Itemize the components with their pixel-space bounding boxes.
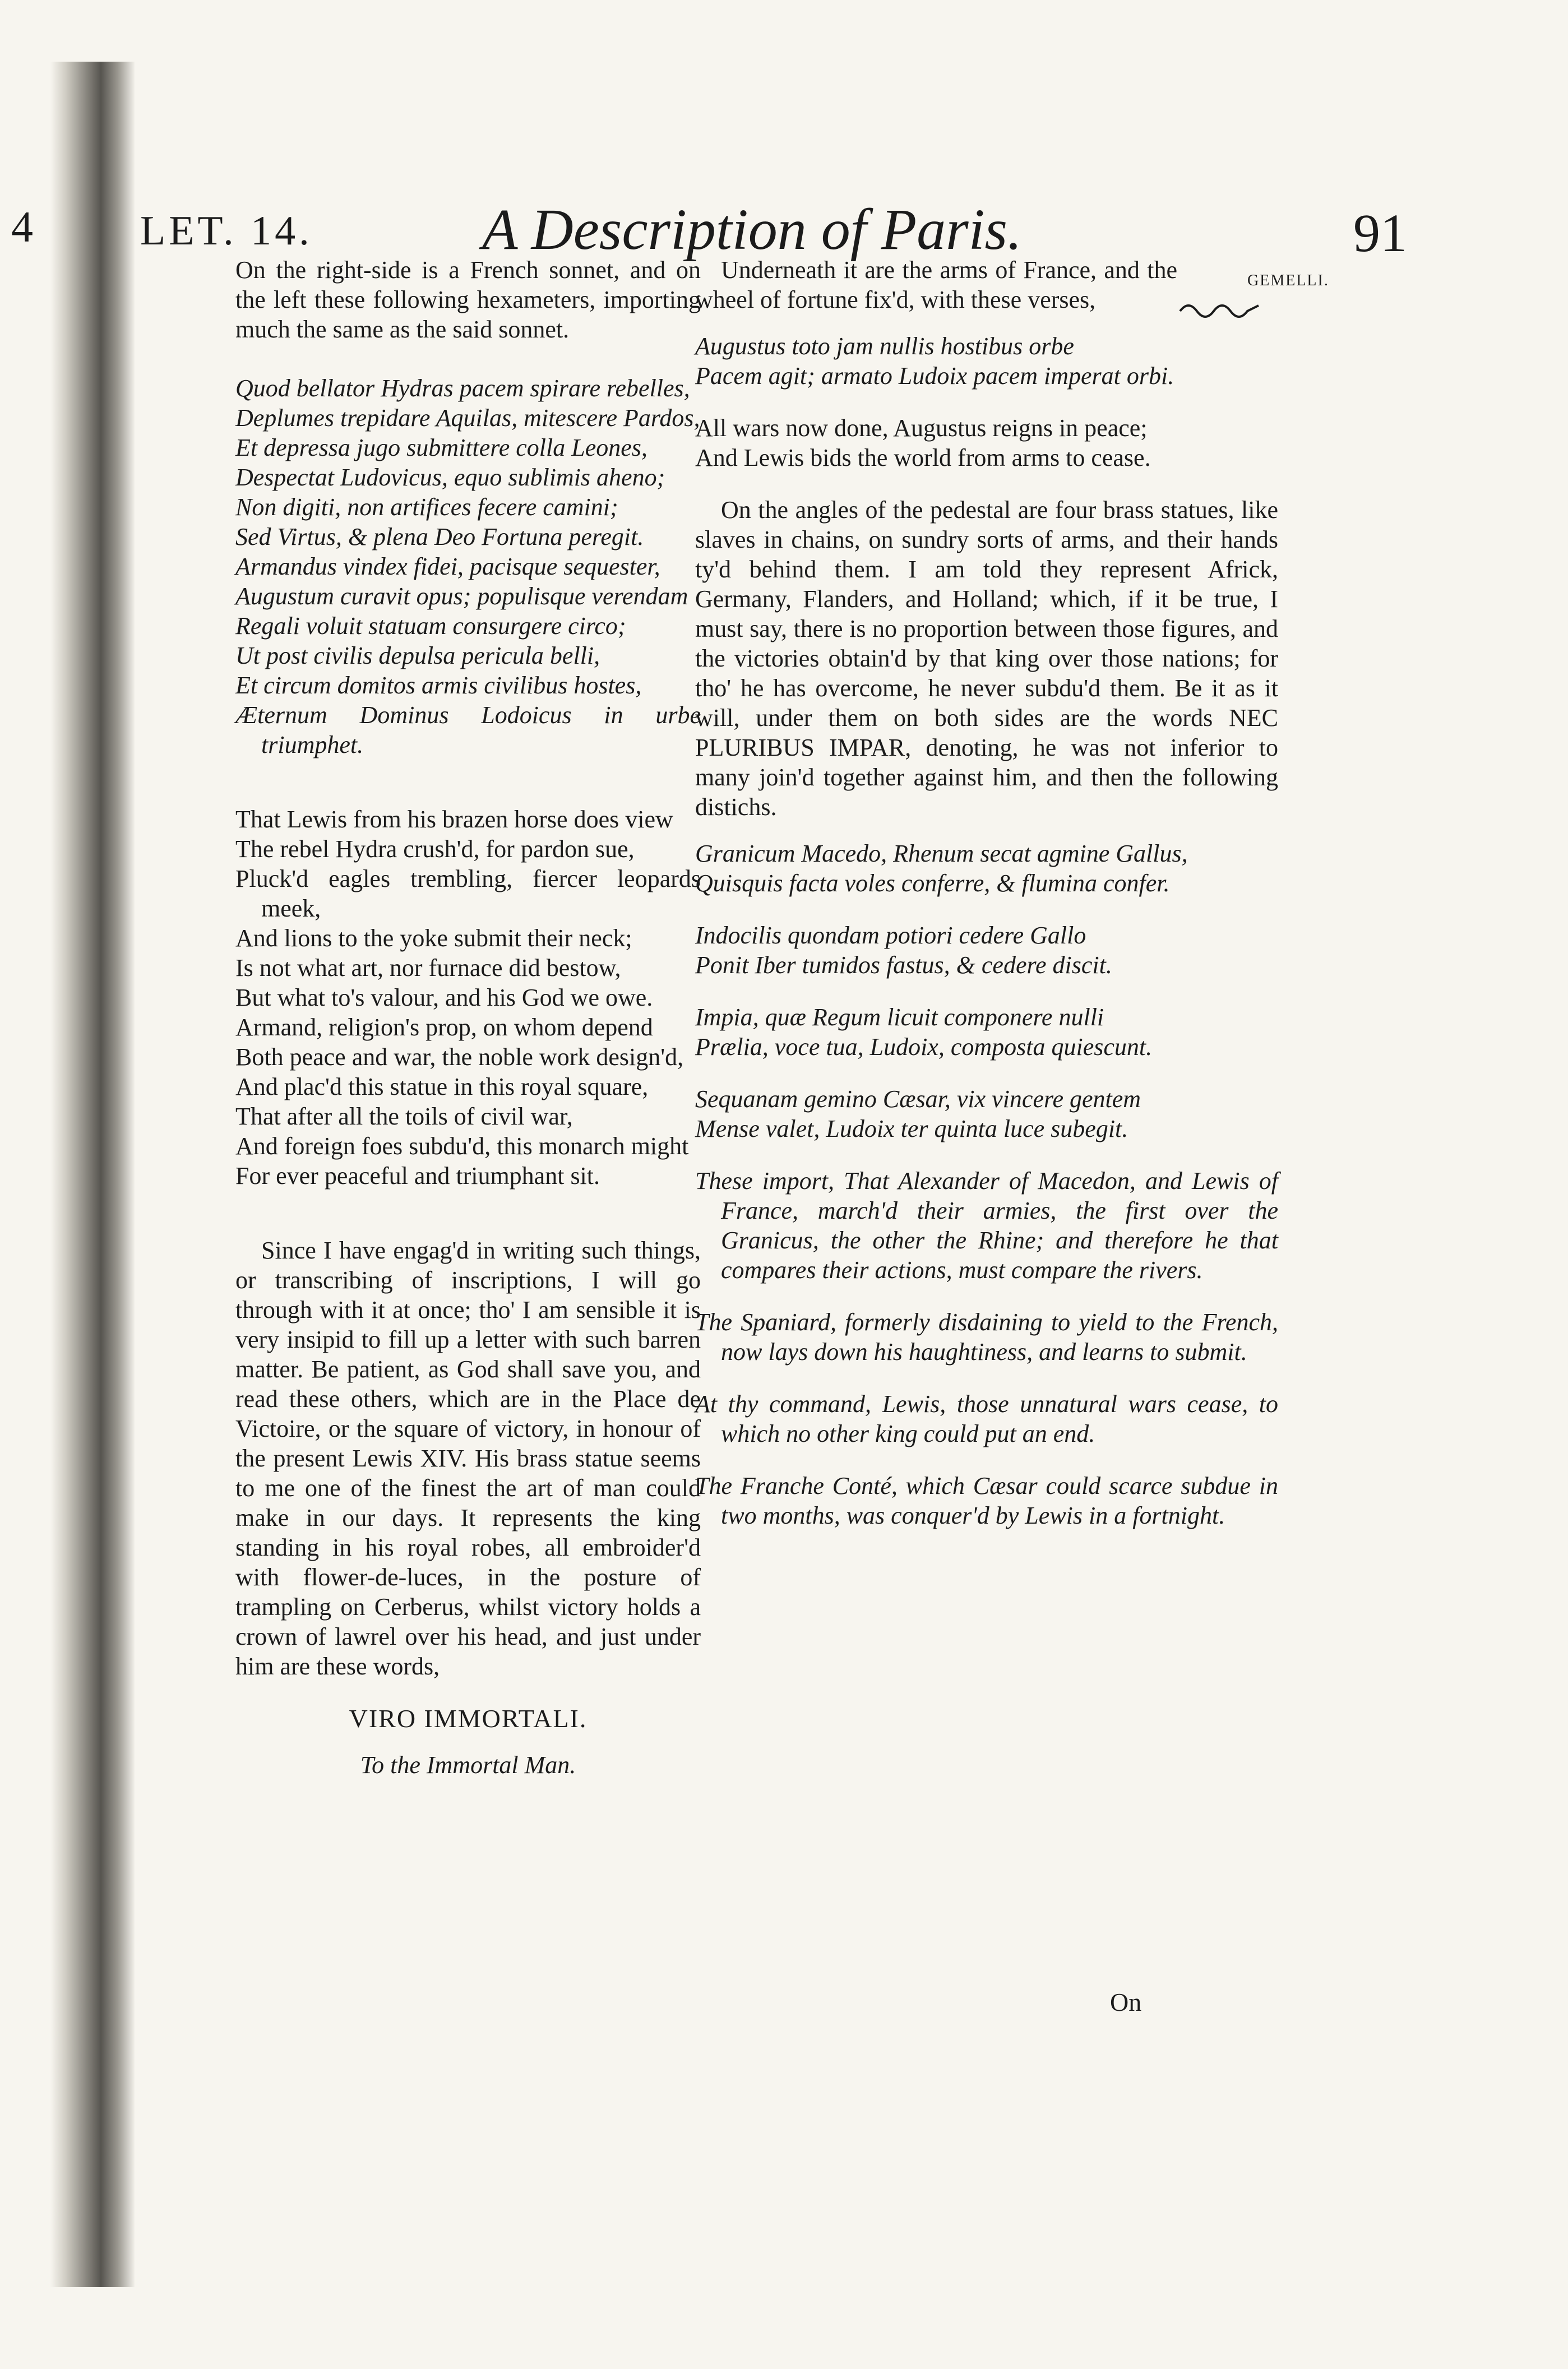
statues-paragraph: On the angles of the pedestal are four brass statues, like slaves in chains, on sundry sorts of arms, and their hands ty'd behind them. I am told they represent Africk, Germany, Flanders, and Holland; which, if it be true, I must say, there is no proportion between those figures, and the victories obtain'd by that king over those nations; for tho' he has overcome, he never subdu'd them. Be it as it will, under them on both sides are the words NEC PLURIBUS IMPAR, denoting, he was not inferior to many join'd together against him, and then the following distichs.: [695, 496, 1278, 821]
distich-line: Indocilis quondam potiori cedere Gallo: [695, 922, 1086, 949]
translation: The Spaniard, formerly disdaining to yield to the French, now lays down his haughtiness, and learns to submit.: [695, 1308, 1278, 1366]
distich: [695, 920, 1278, 980]
english-verse: For ever peaceful and triumphant sit.: [235, 1162, 600, 1190]
english-verse: And lions to the yoke submit their neck;: [235, 924, 632, 952]
inscription-translation: To the Immortal Man.: [360, 1751, 576, 1779]
latin-hexameters: [235, 373, 701, 760]
right-intro: Underneath it are the arms of France, and the wheel of fortune fix'd, with these verses,: [695, 256, 1177, 313]
distich-line: Granicum Macedo, Rhenum secat agmine Gallus,: [695, 840, 1188, 867]
translation: These import, That Alexander of Macedon, and Lewis of France, march'd their armies, the first over the Granicus, the other the Rhine; and therefore he that compares their actions, must compare the rivers.: [695, 1167, 1278, 1284]
distich-line: Prælia, voce tua, Ludoix, composta quiescunt.: [695, 1033, 1153, 1061]
english-verse: Pluck'd eagles trembling, fiercer leopards meek,: [235, 865, 701, 922]
running-title: A Description of Paris.: [482, 197, 1022, 262]
english-verse: That Lewis from his brazen horse does view: [235, 806, 673, 833]
latin-verse: Æternum Dominus Lodoicus in urbe triumphet.: [235, 701, 701, 758]
english-verse: But what to's valour, and his God we owe.: [235, 984, 653, 1011]
augustus-verse-english: [695, 413, 1278, 473]
english-verse: That after all the toils of civil war,: [235, 1103, 573, 1130]
prose-paragraph: Since I have engag'd in writing such things, or transcribing of inscriptions, I will go through with it at once; tho' I am sensible it is very insipid to fill up a letter with such barren matter. Be patient, as God shall save you, and read these others, which are in the Place de Victoire, or the square of victory, in honour of the present Lewis XIV. His brass statue seems to me one of the finest the art of man could make in our days. It represents the king standing in his royal robes, all embroider'd with flower-de-luces, in the posture of trampling on Cerberus, whilst victory holds a crown of lawrel over his head, and just under him are these words,: [235, 1237, 701, 1680]
catchword: On: [1110, 1988, 1142, 2016]
latin-verse: Non digiti, non artifices fecere camini;: [235, 493, 618, 521]
distich-line: Impia, quæ Regum licuit componere nulli: [695, 1003, 1104, 1031]
distich-line: Quisquis facta voles conferre, & flumina confer.: [695, 869, 1170, 897]
latin-verse: Armandus vindex fidei, pacisque sequester,: [235, 553, 660, 580]
english-verse: And plac'd this statue in this royal square,: [235, 1073, 649, 1100]
english-verse: Is not what art, nor furnace did bestow,: [235, 954, 621, 982]
right-column: [695, 255, 1278, 1545]
inscription: VIRO IMMORTALI.: [349, 1704, 588, 1733]
english-verse: Armand, religion's prop, on whom depend: [235, 1014, 653, 1041]
distich: [695, 1002, 1278, 1062]
latin-verse: Quod bellator Hydras pacem spirare rebelles,: [235, 374, 690, 402]
side-note: GEMELLI.: [1247, 272, 1329, 289]
latin-verse: Despectat Ludovicus, equo sublimis aheno;: [235, 464, 665, 491]
english-verse: And Lewis bids the world from arms to cease.: [695, 444, 1151, 471]
distich-line: Sequanam gemino Cæsar, vix vincere gentem: [695, 1085, 1141, 1113]
distich: [695, 839, 1278, 898]
letter-number: LET. 14.: [140, 208, 313, 254]
latin-verse: Augustum curavit opus; populisque verendam: [235, 582, 688, 610]
distich-line: Mense valet, Ludoix ter quinta luce subegit.: [695, 1115, 1128, 1142]
english-verse: Both peace and war, the noble work design'd,: [235, 1043, 684, 1071]
latin-verse: Pacem agit; armato Ludoix pacem imperat orbi.: [695, 362, 1174, 390]
augustus-verse: [695, 331, 1278, 391]
page-number: 91: [1353, 203, 1407, 263]
left-intro: On the right-side is a French sonnet, and on the left these following hexameters, importing much the same as the said sonnet.: [235, 256, 701, 343]
margin-mark: 4: [11, 202, 33, 251]
distich-line: Ponit Iber tumidos fastus, & cedere discit.: [695, 951, 1112, 979]
latin-verse: Sed Virtus, & plena Deo Fortuna peregit.: [235, 523, 644, 550]
book-gutter: [50, 62, 135, 2287]
latin-verse: Et circum domitos armis civilibus hostes,: [235, 672, 642, 699]
latin-verse: Augustus toto jam nullis hostibus orbe: [695, 332, 1074, 360]
english-verse: The rebel Hydra crush'd, for pardon sue,: [235, 835, 635, 863]
latin-verse: Et depressa jugo submittere colla Leones,: [235, 434, 647, 461]
english-verses: [235, 804, 701, 1191]
left-column: [235, 255, 701, 1780]
distich: [695, 1084, 1278, 1144]
latin-verse: Ut post civilis depulsa pericula belli,: [235, 642, 600, 669]
english-verse: And foreign foes subdu'd, this monarch might: [235, 1132, 689, 1160]
latin-verse: Deplumes trepidare Aquilas, mitescere Pardos,: [235, 404, 700, 432]
latin-verse: Regali voluit statuam consurgere circo;: [235, 612, 626, 640]
english-verse: All wars now done, Augustus reigns in peace;: [695, 414, 1148, 442]
translation: The Franche Conté, which Cæsar could scarce subdue in two months, was conquer'd by Lewis in a fortnight.: [695, 1472, 1278, 1529]
translation: At thy command, Lewis, those unnatural wars cease, to which no other king could put an end.: [695, 1390, 1278, 1447]
